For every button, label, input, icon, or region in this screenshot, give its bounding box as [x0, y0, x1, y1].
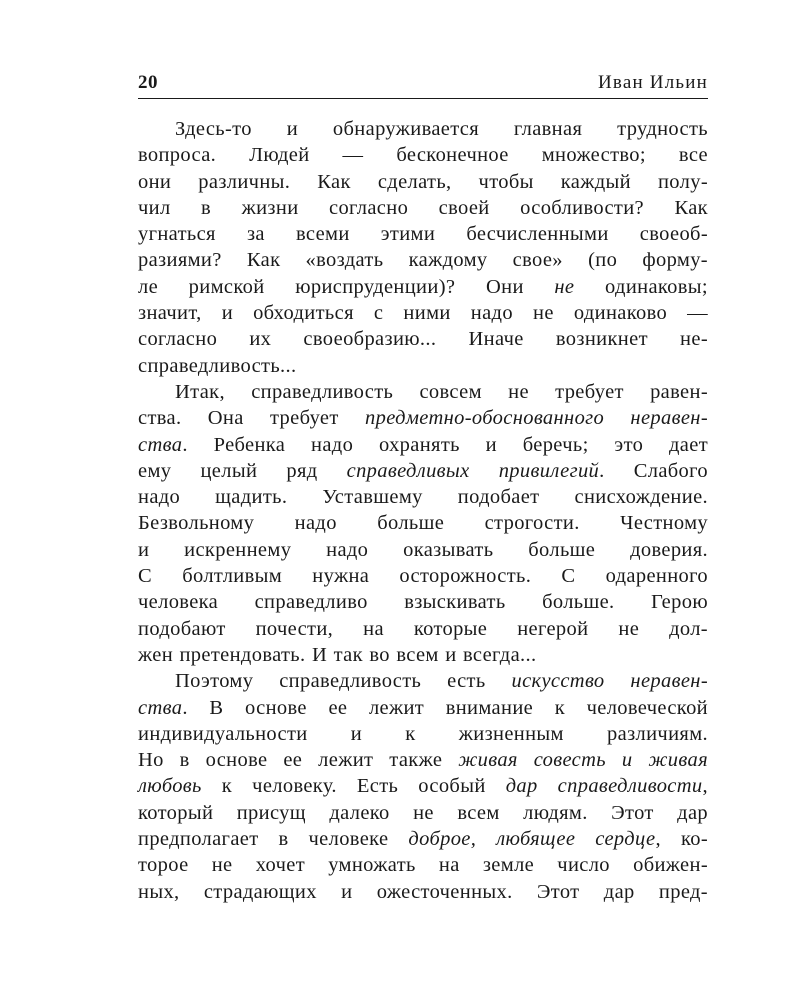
text-line: [138, 510, 708, 536]
text-line: [138, 195, 708, 221]
text-segment: который присущ далеко не всем людям. Этот дар: [138, 801, 708, 824]
text-line: [138, 773, 708, 799]
text-line: [138, 247, 708, 273]
italic-text: доброе, любящее сердце: [408, 828, 656, 851]
header-rule: [138, 98, 708, 99]
text-line: [138, 589, 708, 615]
text-line: [138, 326, 708, 352]
text-segment: человека справедливо взыскивать больше. Герою: [138, 591, 708, 614]
text-line: [138, 405, 708, 431]
paragraph: [138, 116, 708, 379]
text-segment: индивидуальности и к жизненным различиям.: [138, 722, 708, 745]
text-line: [138, 668, 708, 694]
paragraph: [138, 668, 708, 905]
text-segment: значит, и обходиться с ними надо не одинаково —: [138, 302, 708, 325]
text-segment: Итак, справедливость совсем не требует равен-: [175, 380, 708, 403]
text-segment: ства. Она требует: [138, 407, 366, 430]
text-line: [138, 221, 708, 247]
text-segment: Безвольному надо больше строгости. Честному: [138, 512, 708, 535]
italic-text: ства: [138, 696, 183, 719]
text-segment: С болтливым нужна осторожность. С одаренного: [138, 565, 708, 588]
text-segment: подобают почести, на которые негерой не дол-: [138, 617, 708, 640]
text-line: [138, 826, 708, 852]
text-segment: ему целый ряд: [138, 459, 347, 482]
paragraph: [138, 379, 708, 668]
text-segment: они различны. Как сделать, чтобы каждый полу-: [138, 170, 708, 193]
text-segment: Поэтому справедливость есть: [175, 670, 512, 693]
text-segment: чил в жизни согласно своей особливости? Как: [138, 196, 708, 219]
text-line: [138, 353, 708, 379]
text-segment: надо щадить. Уставшему подобает снисхождение.: [138, 486, 708, 509]
text-line: [138, 116, 708, 142]
italic-text: не: [554, 275, 575, 298]
text-line: [138, 852, 708, 878]
text-segment: согласно их своеобразию... Иначе возникнет не-: [138, 328, 708, 351]
text-line: [138, 879, 708, 905]
text-line: [138, 721, 708, 747]
page-number: 20: [138, 72, 158, 93]
text-line: [138, 695, 708, 721]
text-segment: разиями? Как «воздать каждому свое» (по форму-: [138, 249, 708, 272]
italic-text: любовь: [138, 775, 202, 798]
italic-text: предметно-обоснованного неравен-: [365, 407, 708, 430]
text-segment: предполагает в человеке: [138, 828, 409, 851]
text-segment: вопроса. Людей — бесконечное множество; все: [138, 144, 708, 167]
text-segment: и искреннему надо оказывать больше доверия.: [138, 538, 708, 561]
text-line: [138, 169, 708, 195]
italic-text: дар справедливости: [505, 775, 703, 798]
text-segment: торое не хочет умножать на земле число обижен-: [138, 854, 708, 877]
text-line: [138, 616, 708, 642]
text-segment: ,: [702, 775, 708, 798]
text-line: [138, 537, 708, 563]
italic-text: ства: [138, 433, 183, 456]
body-text: [138, 116, 708, 905]
text-segment: к человеку. Есть особый: [201, 775, 506, 798]
text-segment: Но в основе ее лежит также: [138, 749, 459, 772]
text-line: [138, 142, 708, 168]
text-line: [138, 432, 708, 458]
text-segment: ле римской юриспруденции)? Они: [138, 275, 555, 298]
running-title: Иван Ильин: [598, 72, 708, 93]
text-segment: , ко-: [655, 828, 709, 851]
text-segment: . В основе ее лежит внимание к человеческой: [182, 696, 708, 719]
text-segment: угнаться за всеми этими бесчисленными своеоб-: [138, 223, 708, 246]
text-line: [138, 563, 708, 589]
page-header: [138, 72, 708, 96]
text-segment: справедливость...: [138, 354, 297, 377]
text-segment: одинаковы;: [574, 275, 708, 298]
text-line: [138, 274, 708, 300]
text-segment: жен претендовать. И так во всем и всегда...: [138, 643, 537, 666]
italic-text: справедливых привилегий: [346, 459, 600, 482]
text-line: [138, 747, 708, 773]
italic-text: живая совесть и живая: [458, 749, 708, 772]
text-segment: . Ребенка надо охранять и беречь; это дает: [182, 433, 708, 456]
text-segment: . Слабого: [599, 459, 709, 482]
italic-text: искусство неравен-: [511, 670, 708, 693]
text-segment: Здесь-то и обнаруживается главная трудность: [175, 118, 708, 140]
text-line: [138, 300, 708, 326]
text-line: [138, 800, 708, 826]
text-line: [138, 379, 708, 405]
text-segment: ных, страдающих и ожесточенных. Этот дар пред-: [138, 880, 708, 903]
text-line: [138, 642, 708, 668]
text-line: [138, 484, 708, 510]
text-line: [138, 458, 708, 484]
